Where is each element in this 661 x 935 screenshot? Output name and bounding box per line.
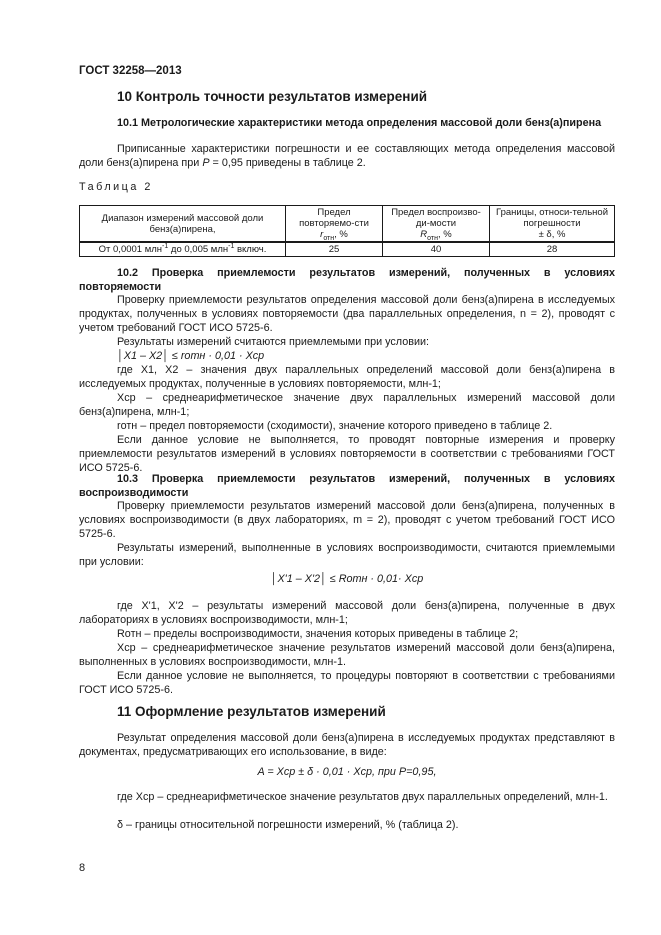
section-11-where-2: δ – границы относительной погрешности измерений, % (таблица 2). — [117, 819, 459, 831]
section-10-3-para-3: Если данное условие не выполняется, то процедуры повторяют в соответствии с требованиями ГОСТ ИСО 5725-6. — [79, 670, 615, 697]
section-10-3-where-3: Xср – среднеарифметическое значение результатов измерений массовой доли бенз(а)пирена, выполненных в условиях воспроизводимости, млн-1. — [79, 642, 615, 669]
section-11-where-1: где Xср – среднеарифметическое значение результатов двух параллельных определений, млн-1. — [117, 791, 608, 803]
section-11-para-1: Результат определения массовой доли бенз(а)пирена в исследуемых продуктах представляют в документах, предусматривающих его использование, в виде: — [79, 732, 615, 759]
section-10-3-where-1: где X'1, X'2 – результаты измерений массовой доли бенз(а)пирена, полученные в двух лабораториях в условиях воспроизводимости, млн-1; — [79, 600, 615, 627]
section-10-2-where-3: rотн – предел повторяемости (сходимости), значение которого приведено в таблице 2. — [117, 420, 553, 432]
section-10-3-formula: │X'1 – X'2│ ≤ Rотн · 0,01· Xср — [270, 573, 424, 585]
section-10-2-para-3: Если данное условие не выполняется, то проводят повторные измерения и проверку приемлемости результатов измерений в условиях повторяемости в соответствии с требованиями ГОСТ ИСО 5725-6. — [79, 434, 615, 475]
section-10-2-para-1: Проверку приемлемости результатов определения массовой доли бенз(а)пирена в исследуемых продуктах, полученных в условиях повторяемости (два параллельных определения, n = 2), проводят с учетом требований ГОСТ ИСО 5725-6. — [79, 294, 615, 335]
document-header: ГОСТ 32258—2013 — [79, 65, 182, 77]
section-10-3-where-2: Rотн – пределы воспроизводимости, значения которых приведены в таблице 2; — [117, 628, 519, 640]
table-caption: Таблица 2 — [79, 181, 153, 193]
section-10-3-title: 10.3 Проверка приемлемости результатов измерений, полученных в условиях воспроизводимости — [79, 473, 615, 500]
table-header-repeatability: Предел повторяемо-сти $r_{отн}$, % — [286, 206, 383, 243]
section-11-formula: A = Xср ± δ · 0,01 · Xср, при P=0,95, — [257, 766, 437, 778]
table-header-reproducibility: Предел воспроизво-ди-мости $R_{отн}$, % — [383, 206, 490, 243]
section-10-2-formula: │X1 – X2│ ≤ rотн · 0,01 · Xср — [117, 350, 265, 362]
section-10-3-para-1: Проверку приемлемости результатов измерений массовой доли бенз(а)пирена, полученных в условиях воспроизводимости (в двух лабораториях, m = 2), проводят с учетом требований ГОСТ ИСО 5725-6. — [79, 500, 615, 541]
page-number: 8 — [79, 862, 86, 874]
section-10-title: 10 Контроль точности результатов измерений — [117, 89, 428, 104]
section-10-2-where-1: где X1, X2 – значения двух параллельных определений массовой доли бенз(а)пирена в исследуемых продуктах, полученные в условиях повторяемости, млн-1; — [79, 364, 615, 391]
section-10-1-text: Приписанные характеристики погрешности и ее составляющих метода определения массовой доли бенз(а)пирена при P = 0,95 приведены в таблице 2. — [79, 143, 615, 170]
table-2 — [79, 205, 615, 257]
section-10-2-where-2: Xср – среднеарифметическое значение двух параллельных измерений массовой доли бенз(а)пирена, млн-1; — [79, 392, 615, 419]
table-header-row — [80, 206, 615, 243]
table-cell-error-bounds: 28 — [490, 242, 615, 257]
table-header-range: Диапазон измерений массовой доли бенз(а)пирена, — [80, 206, 286, 243]
table-cell-reproducibility: 40 — [383, 242, 490, 257]
section-10-3-para-2: Результаты измерений, выполненные в условиях воспроизводимости, считаются приемлемыми при условии: — [79, 542, 615, 569]
table-row — [80, 242, 615, 257]
table-cell-range: От 0,0001 млн$^{-1}$ до 0,005 млн$^{-1}$ включ. — [80, 242, 286, 257]
section-10-2-title: 10.2 Проверка приемлемости результатов измерений, полученных в условиях повторяемости — [79, 267, 615, 294]
section-10-1-title: 10.1 Метрологические характеристики метода определения массовой доли бенз(а)пирена — [117, 117, 602, 129]
section-10-2-para-2: Результаты измерений считаются приемлемыми при условии: — [117, 336, 430, 348]
table-header-error-bounds: Границы, относи-тельной погрешности ± δ, % — [490, 206, 615, 243]
table-cell-repeatability: 25 — [286, 242, 383, 257]
section-11-title: 11 Оформление результатов измерений — [117, 704, 386, 719]
